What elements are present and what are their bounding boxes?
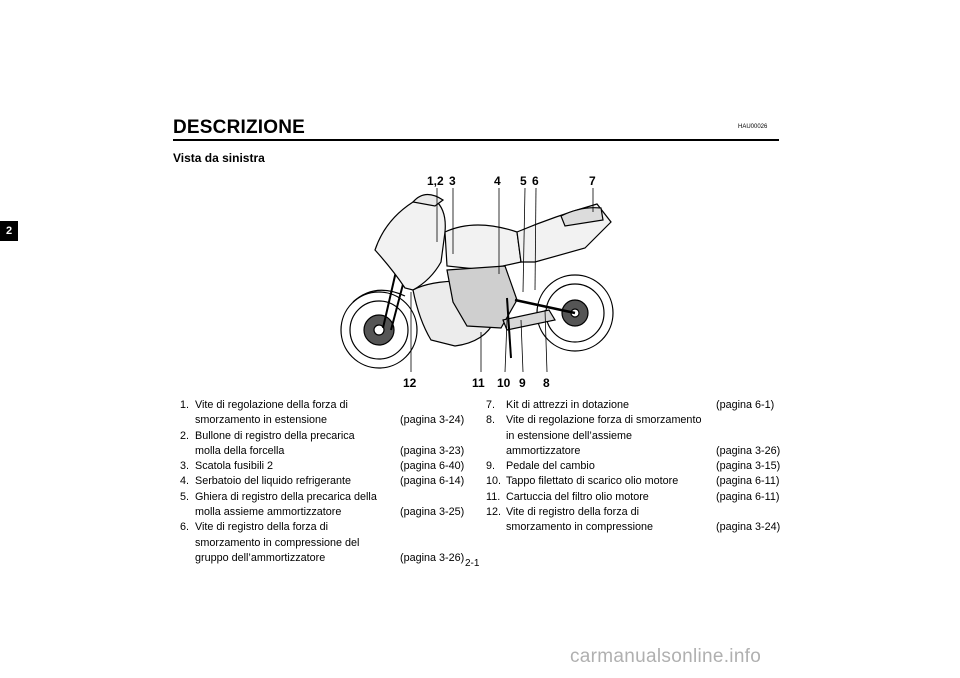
callout-7: 7 <box>589 174 596 188</box>
legend-item-text: in estensione dell’assieme <box>506 429 633 442</box>
watermark: carmanualsonline.info <box>570 646 762 667</box>
legend-item-text: smorzamento in compressione del <box>195 536 360 549</box>
callout-8: 8 <box>543 376 550 390</box>
legend-item-line <box>486 459 786 474</box>
legend-item-line <box>180 520 470 535</box>
legend-item-text: molla della forcella <box>195 444 285 457</box>
callout-3: 3 <box>449 174 456 188</box>
legend-item-text: smorzamento in compressione <box>506 521 654 534</box>
legend-item-text: smorzamento in estensione <box>195 414 328 427</box>
legend-item-line <box>486 398 786 413</box>
exhaust <box>503 310 555 330</box>
legend-item-page-ref: (pagina 3-15) <box>716 460 781 473</box>
callout-11: 11 <box>472 376 485 390</box>
legend-item-line <box>180 444 470 459</box>
legend-item-text: Cartuccia del filtro olio motore <box>506 490 649 503</box>
legend-item-number: 7. <box>486 399 496 411</box>
legend-item-text: molla assieme ammortizzatore <box>195 506 342 519</box>
callout-6: 6 <box>532 174 539 188</box>
legend-item-text: Vite di registro della forza di <box>195 521 329 534</box>
legend-item-page-ref: (pagina 6-11) <box>716 475 780 488</box>
callout-1-2: 1,2 <box>427 174 444 188</box>
legend-item-page-ref <box>400 490 470 505</box>
legend-item-line <box>486 429 786 444</box>
legend-item-line <box>180 505 470 520</box>
legend-item-text: Pedale del cambio <box>506 460 595 473</box>
legend-item-number: 11. <box>486 490 501 503</box>
document-code: HAU00026 <box>738 124 768 130</box>
legend-item-line <box>486 444 786 459</box>
legend-item-number: 9. <box>486 460 496 473</box>
legend-item-page-ref <box>400 398 470 413</box>
legend-item-page-ref <box>400 536 470 551</box>
legend-item-number: 8. <box>486 414 496 427</box>
legend-item-page-ref <box>716 413 786 428</box>
legend-item-number: 5. <box>180 490 190 503</box>
legend-item-text: Vite di regolazione della forza di <box>195 399 348 411</box>
legend-item-page-ref: (pagina 6-1) <box>716 399 775 411</box>
legend-item-text: Tappo filettato di scarico olio motore <box>506 475 679 488</box>
legend-item-number: 6. <box>180 521 190 534</box>
legend-item-text: Bullone di registro della precarica <box>195 429 355 442</box>
legend-item-number <box>486 444 506 459</box>
legend-item-page-ref: (pagina 6-14) <box>400 475 465 488</box>
legend-item-page-ref: (pagina 3-26) <box>400 551 465 564</box>
legend-item-line <box>486 490 786 505</box>
legend-item-page-ref <box>400 429 470 444</box>
legend-item-page-ref: (pagina 3-23) <box>400 444 465 457</box>
legend-item-number <box>486 429 506 444</box>
legend-item-line <box>486 413 786 428</box>
legend-item-page-ref <box>716 429 786 444</box>
legend-item-text: Serbatoio del liquido refrigerante <box>195 475 352 488</box>
legend-item-page-ref: (pagina 3-24) <box>400 414 465 427</box>
legend-item-number: 1. <box>180 399 190 411</box>
chapter-tab: 2 <box>0 221 18 241</box>
legend-item-number: 10. <box>486 475 502 488</box>
legend-left <box>180 398 470 566</box>
legend-item-number <box>486 520 506 535</box>
legend-item-page-ref: (pagina 3-24) <box>716 521 781 534</box>
legend-right <box>486 398 786 536</box>
legend-item-number <box>180 536 195 551</box>
legend-item-number <box>180 551 195 566</box>
legend-item-line <box>180 490 470 505</box>
legend-item-page-ref: (pagina 3-26) <box>716 444 781 457</box>
legend-item-line <box>180 429 470 444</box>
legend-item-line <box>180 536 470 551</box>
section-subtitle: Vista da sinistra <box>173 151 265 165</box>
callout-4: 4 <box>494 174 501 188</box>
legend-item-number: 12. <box>486 506 502 519</box>
legend-item-text: Vite di registro della forza di <box>506 506 640 519</box>
callout-5: 5 <box>520 174 527 188</box>
legend-item-line <box>180 413 470 428</box>
legend-item-number <box>180 444 195 459</box>
front-fairing <box>375 200 445 290</box>
legend-item-number: 2. <box>180 429 190 442</box>
legend-item-page-ref <box>400 520 470 535</box>
legend-item-line <box>180 398 470 413</box>
front-wheel <box>341 292 417 368</box>
legend-item-page-ref: (pagina 3-25) <box>400 506 465 519</box>
legend-item-text: Vite di regolazione forza di smorzamento <box>506 414 702 427</box>
legend-item-page-ref: (pagina 6-40) <box>400 460 465 473</box>
legend-item-line <box>486 520 786 535</box>
legend-item-page-ref: (pagina 6-11) <box>716 490 780 503</box>
title-rule <box>173 139 779 141</box>
motorcycle-illustration <box>335 170 635 392</box>
legend-item-text: ammortizzatore <box>506 444 581 457</box>
legend-item-page-ref <box>716 505 786 520</box>
page-title: DESCRIZIONE <box>173 117 306 138</box>
legend-item-line <box>180 459 470 474</box>
legend-item-line <box>486 505 786 520</box>
page-number: 2-1 <box>465 558 480 569</box>
fuel-tank <box>445 225 521 270</box>
legend-item-number <box>180 505 195 520</box>
legend-item-line <box>180 474 470 489</box>
legend-item-number: 4. <box>180 475 190 488</box>
legend-item-text: Kit di attrezzi in dotazione <box>506 399 630 411</box>
callout-10: 10 <box>497 376 511 390</box>
callout-9: 9 <box>519 376 526 390</box>
legend-item-text: gruppo dell’ammortizzatore <box>195 551 326 564</box>
legend-item-line <box>180 551 470 566</box>
legend-item-number <box>180 413 195 428</box>
callout-12: 12 <box>403 376 417 390</box>
legend-item-line <box>486 474 786 489</box>
legend-item-number: 3. <box>180 460 190 473</box>
legend-item-text: Scatola fusibili 2 <box>195 460 274 473</box>
legend-item-text: Ghiera di registro della precarica della <box>195 490 377 503</box>
